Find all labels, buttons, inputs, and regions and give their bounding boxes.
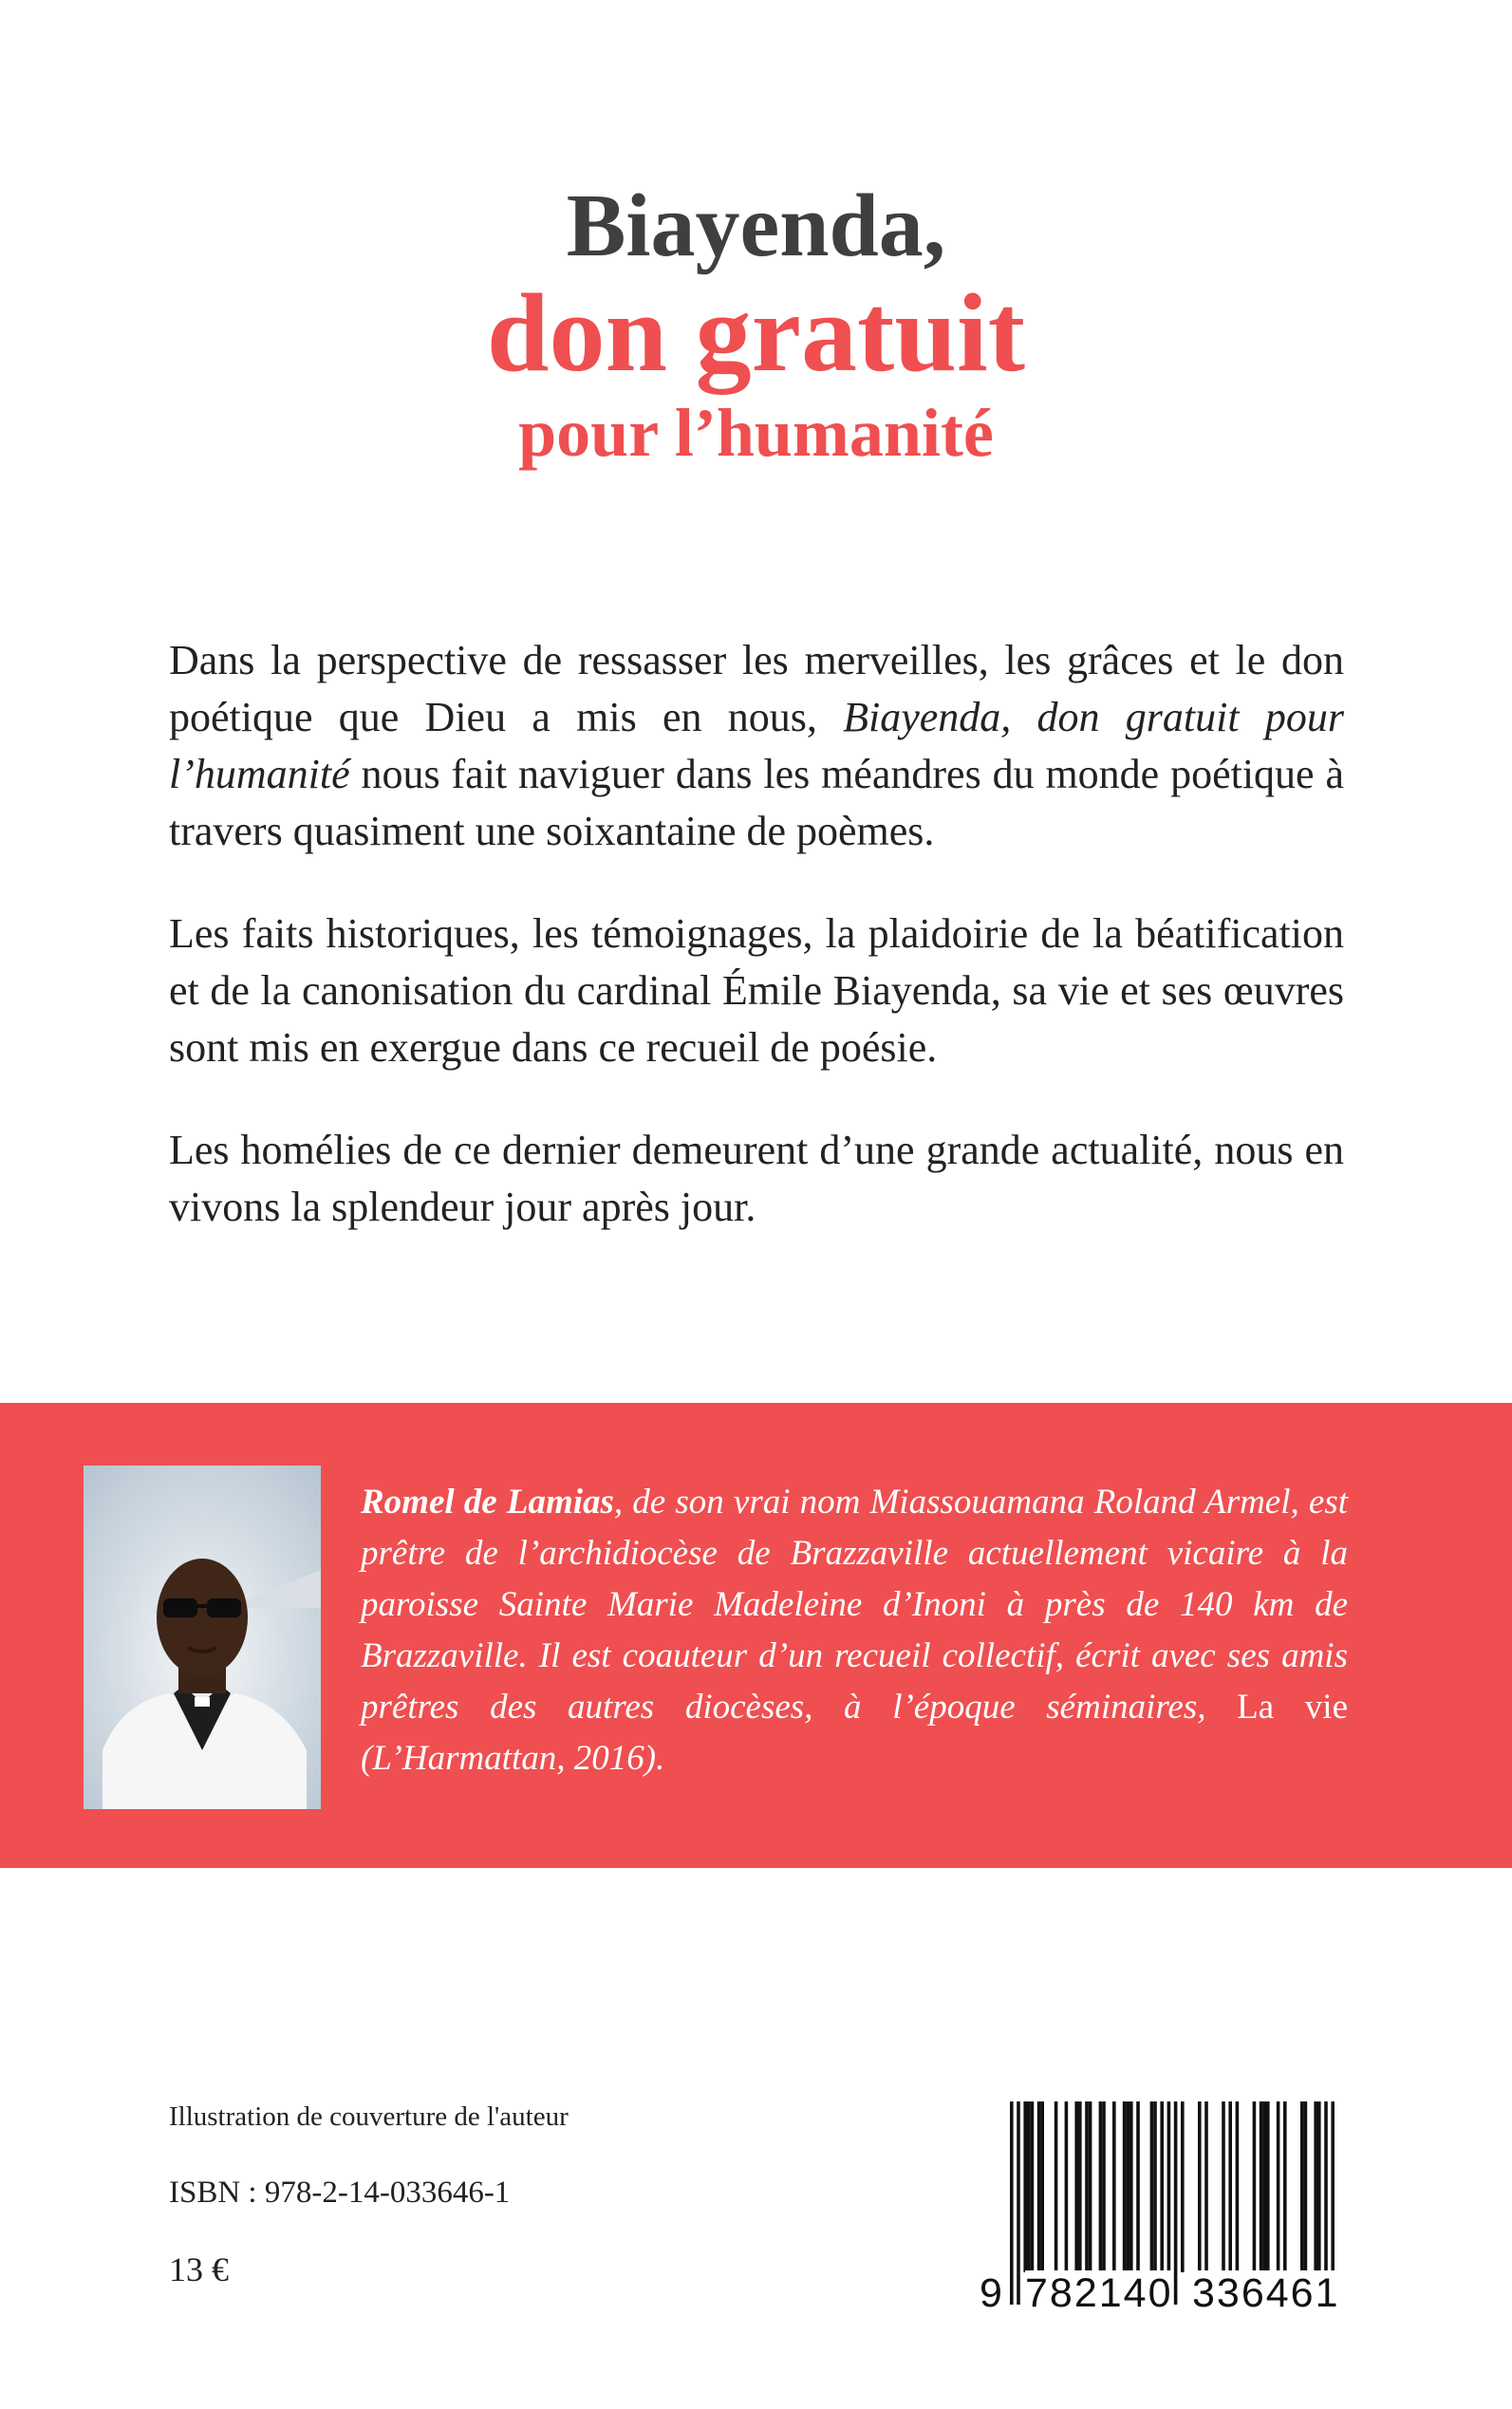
barcode-bar (1085, 2101, 1089, 2272)
barcode-bar (1136, 2101, 1140, 2272)
barcode-bar (1112, 2101, 1116, 2272)
price: 13 € (169, 2250, 229, 2288)
author-photo (84, 1466, 321, 1809)
barcode-bar (1204, 2101, 1208, 2272)
author-publisher: (L’Harmattan, 2016). (361, 1739, 665, 1778)
barcode-bar (1078, 2101, 1082, 2272)
barcode-bar (1160, 2101, 1164, 2272)
author-bio (361, 1477, 1348, 1784)
barcode-bar (1222, 2101, 1225, 2272)
barcode-bar (1126, 2101, 1129, 2272)
barcode-bar (1031, 2101, 1035, 2272)
barcode-bar (1129, 2101, 1133, 2272)
summary-text: nous fait naviguer dans les méandres du monde poétique à travers quasiment une soixantaine de poèmes. (169, 751, 1344, 854)
barcode-bar (1283, 2101, 1287, 2272)
barcode-bar (1055, 2101, 1058, 2272)
isbn: ISBN : 978-2-14-033646-1 (169, 2176, 511, 2210)
title-line-1: Biayenda, (566, 177, 946, 275)
barcode-bar (1266, 2101, 1270, 2272)
barcode-bar (1314, 2101, 1317, 2272)
barcode-bar (1099, 2101, 1103, 2272)
barcode-bar (1262, 2101, 1266, 2272)
barcode-bar (1228, 2101, 1232, 2272)
summary-paragraph-3: Les homélies de ce dernier demeurent d’une grande actualité, nous en vivons la splendeur jour après jour. (169, 1127, 1344, 1230)
barcode-bar (1181, 2101, 1185, 2272)
barcode-bar (1040, 2101, 1044, 2272)
summary-paragraph-2: Les faits historiques, les témoignages, la plaidoirie de la béatification et de la canonisation du cardinal Émile Biayenda, sa vie et ses œuvres sont mis en exergue dans ce recueil de poésie. (169, 910, 1344, 1071)
barcode-bar (1277, 2101, 1280, 2272)
barcode-bar (1236, 2101, 1240, 2272)
barcode-bar (1074, 2101, 1078, 2272)
barcode-bar (1260, 2101, 1263, 2272)
book-title (0, 178, 1512, 473)
barcode-bar (1253, 2101, 1257, 2272)
barcode-bar (1089, 2101, 1092, 2272)
barcode-bar (1123, 2101, 1127, 2272)
author-bio-text: , de son vrai nom Miassouamana Roland Armel, est prêtre de l’archidiocèse de Brazzaville actuellement vicaire à la paroisse Sainte Marie Madeleine d’Inoni à près de 140 km de Brazzaville. Il est coauteur d’un recueil collectif, écrit avec ses amis prêtres des autres diocèses, à l’époque séminaires, (361, 1483, 1348, 1727)
summary-book-title: Biayenda, don gratuit pour l’humanité (169, 694, 1344, 797)
summary-text: Dans la perspective de ressasser les merveilles, les grâces et le don poétique que Dieu a mis en nous, (169, 637, 1344, 740)
barcode-bar (1198, 2101, 1202, 2272)
barcode-bar (1037, 2101, 1041, 2272)
barcode-digits (978, 2270, 1357, 2318)
barcode-bar (1317, 2101, 1321, 2272)
barcode-bar (1300, 2101, 1304, 2272)
barcode-group-1: 782140 (1025, 2270, 1173, 2316)
author-portrait-image (84, 1466, 321, 1809)
barcode-bar (1150, 2101, 1154, 2272)
barcode-first-digit: 9 (980, 2270, 1002, 2316)
book-summary (169, 632, 1344, 1281)
author-book-title: La vie (1237, 1688, 1348, 1727)
cover-credit: Illustration de couverture de l'auteur (169, 2101, 569, 2132)
barcode-bar (1153, 2101, 1157, 2272)
barcode-bar (1065, 2101, 1069, 2272)
barcode-bar (1027, 2101, 1031, 2272)
title-line-2: don gratuit (486, 271, 1026, 395)
title-line-3: pour l’humanité (518, 395, 994, 471)
author-name: Romel de Lamias (361, 1483, 614, 1522)
barcode-bar (1102, 2101, 1106, 2272)
barcode-group-2: 336461 (1192, 2270, 1340, 2316)
barcode-bar (1023, 2101, 1027, 2272)
barcode-bar (1304, 2101, 1308, 2272)
summary-paragraph-1 (169, 632, 1344, 860)
